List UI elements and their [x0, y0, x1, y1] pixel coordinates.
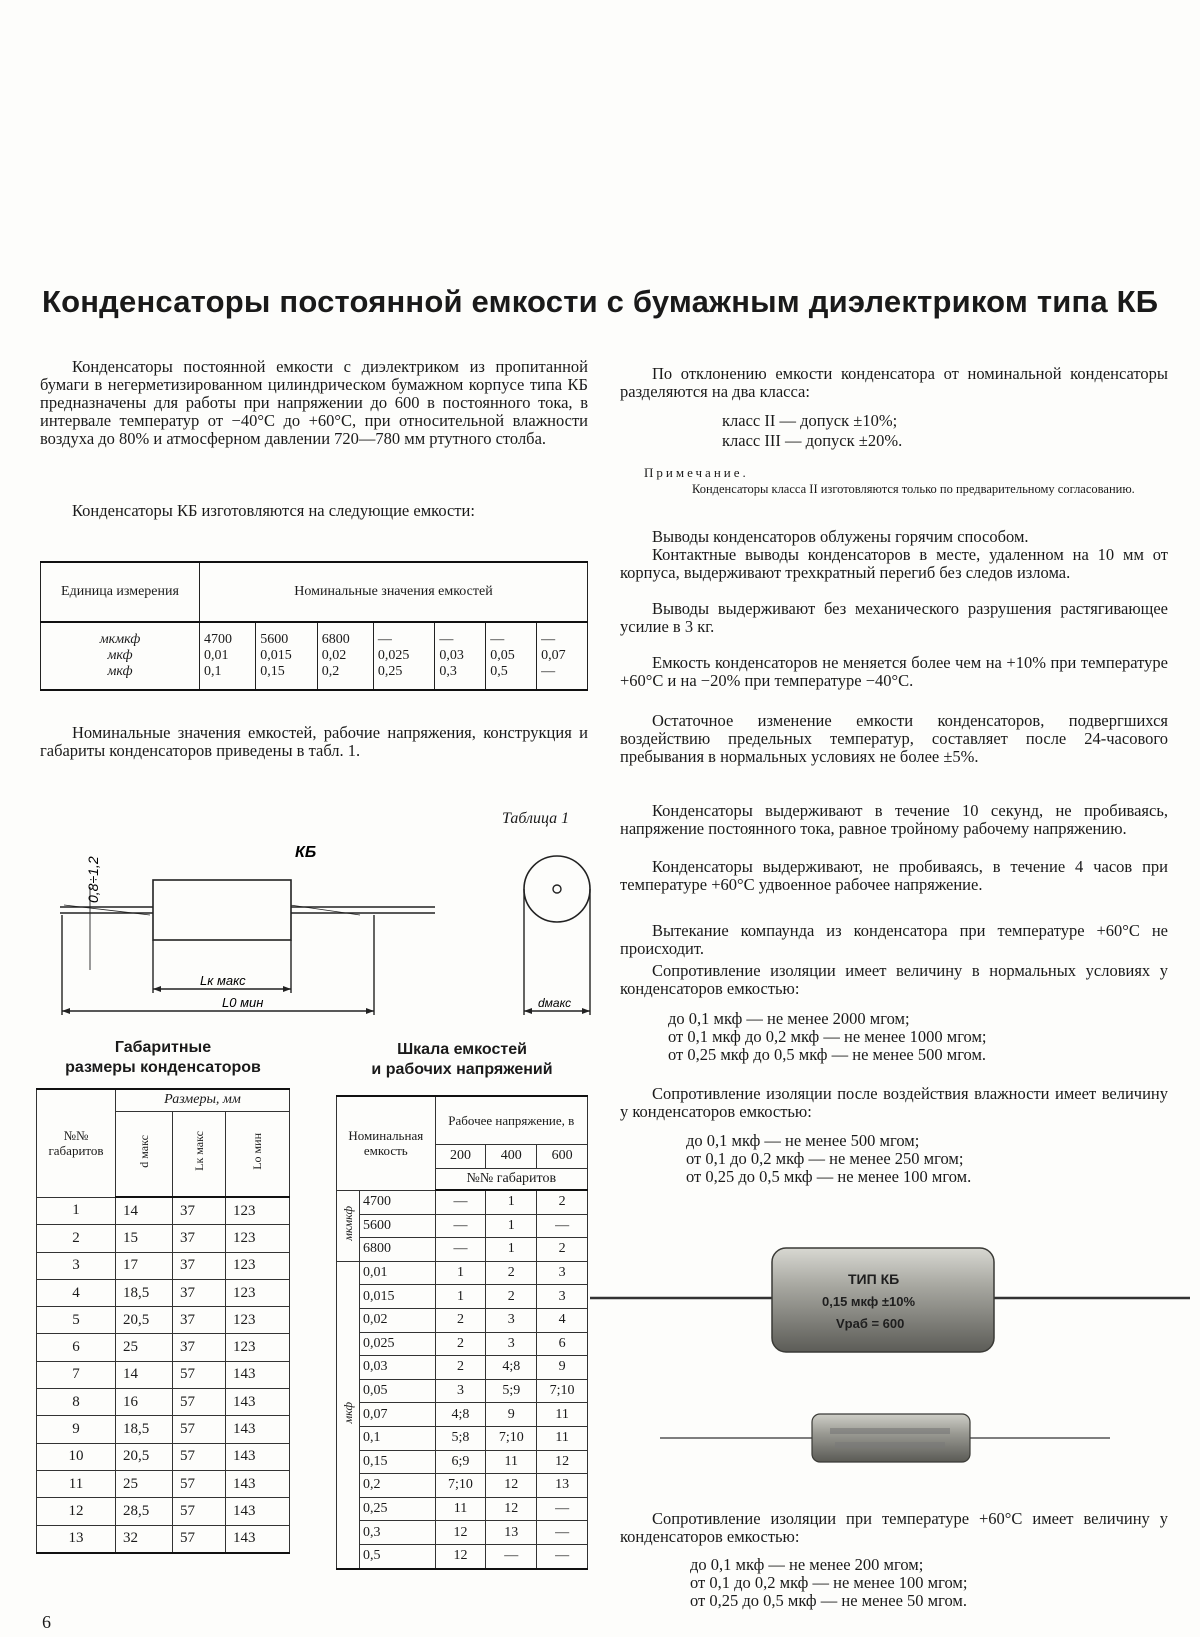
table-cell: 2: [435, 1332, 486, 1356]
table-row: [337, 1356, 588, 1380]
table-cell: 0,01: [360, 1261, 436, 1285]
table-row: [337, 1426, 588, 1450]
value-column: — 0,05 0,5: [486, 622, 537, 690]
table-row: [37, 1197, 290, 1225]
table-row: [337, 1403, 588, 1427]
table-row: [37, 1252, 290, 1279]
total-length-dim: L0 мин: [222, 995, 264, 1010]
photo-label-capacity: 0,15 мкф ±10%: [822, 1294, 916, 1309]
table-cell: 9: [486, 1403, 537, 1427]
table-cell: 12: [435, 1521, 486, 1545]
paragraph-11: Сопротивление изоляции при температуре +60°С имеет величину у конденсаторов емкостью:: [620, 1509, 1168, 1546]
table-cell: —: [435, 1238, 486, 1262]
table-row: [337, 1544, 588, 1568]
table-cell: 143: [226, 1389, 290, 1416]
body-length-dim: Lк макс: [200, 973, 246, 988]
table-cell: 5600: [360, 1214, 436, 1238]
value-column: — 0,07 —: [537, 622, 588, 690]
table-cell: 6: [37, 1334, 116, 1361]
table-row: [337, 1285, 588, 1309]
paragraph-6: Конденсаторы выдерживают в течение 10 секунд, не пробиваясь, напряжение постоянного тока, равное тройному рабочему напряжению.: [620, 801, 1168, 838]
table-cell: 2: [486, 1261, 537, 1285]
table-cell: 123: [226, 1225, 290, 1252]
table-cell: 6;9: [435, 1450, 486, 1474]
unit-label: мкф: [107, 648, 133, 663]
classes-intro: По отклонению емкости конденсатора от номинальной конденсаторы разделяются на два класса:: [620, 364, 1168, 401]
table-cell: 0,25: [360, 1497, 436, 1521]
page-number: 6: [42, 1612, 51, 1632]
paragraph-10: Сопротивление изоляции после воздействия влажности имеет величину у конденсаторов емкостью:: [620, 1084, 1168, 1121]
list-item: от 0,1 до 0,2 мкф — не менее 250 мгом;: [686, 1149, 964, 1168]
table-cell: 57: [173, 1416, 226, 1443]
table-cell: 143: [226, 1525, 290, 1553]
intro-paragraph: Конденсаторы постоянной емкости с диэлектриком из пропитанной бумаги в негерметизированном цилиндрическом бумажном корпусе типа КБ предназначены для работы при напряжении до 600 в постоянного тока, в интервале температур от −40°С до +60°С, при относительной влажности воздуха до 80% и атмосферном давлении 720—780 мм ртутного столба.: [40, 357, 588, 448]
table-row: [37, 1416, 290, 1443]
table-cell: 0,15: [360, 1450, 436, 1474]
table-cell: 7;10: [486, 1426, 537, 1450]
list-item: до 0,1 мкф — не менее 2000 мгом;: [668, 1009, 910, 1028]
table-cell: 25: [116, 1334, 173, 1361]
unit-pf-label: мкмкф: [340, 1206, 355, 1242]
table-cell: 4;8: [486, 1356, 537, 1380]
table-cell: 12: [486, 1474, 537, 1498]
lead-diameter-dim: 0,8÷1,2: [85, 856, 101, 903]
table-cell: 123: [226, 1197, 290, 1225]
list-item: от 0,1 до 0,2 мкф — не менее 100 мгом;: [690, 1573, 968, 1592]
value-column: 4700 0,01 0,1: [200, 622, 256, 690]
table-cell: 1: [486, 1214, 537, 1238]
table-cell: 15: [116, 1225, 173, 1252]
table-cell: 0,5: [360, 1544, 436, 1568]
list-item: до 0,1 мкф — не менее 200 мгом;: [690, 1555, 924, 1574]
voltage-400: 400: [486, 1144, 537, 1168]
table-cell: 0,03: [360, 1356, 436, 1380]
table-cell: 4700: [360, 1190, 436, 1214]
table-cell: 7;10: [537, 1379, 588, 1403]
unit-label: мкф: [107, 664, 133, 679]
table-cell: 37: [173, 1252, 226, 1279]
value-column: 5600 0,015 0,15: [256, 622, 318, 690]
table-cell: 4: [37, 1279, 116, 1306]
voltage-600: 600: [537, 1144, 588, 1168]
table-cell: 37: [173, 1197, 226, 1225]
table-row: [337, 1238, 588, 1262]
table-cell: 1: [435, 1285, 486, 1309]
table-row: [37, 1389, 290, 1416]
table-cell: 57: [173, 1498, 226, 1525]
table-cell: 0,07: [360, 1403, 436, 1427]
photo-label-voltage: Vраб = 600: [836, 1316, 905, 1331]
table-cell: 13: [537, 1474, 588, 1498]
table-row: [37, 1443, 290, 1470]
dim-table-title: Габаритные размеры конденсаторов: [65, 1039, 261, 1076]
table-row: [37, 1334, 290, 1361]
insulation-list-2: [686, 1132, 971, 1186]
table-cell: —: [537, 1544, 588, 1568]
table-cell: 2: [537, 1238, 588, 1262]
table-cell: 12: [486, 1497, 537, 1521]
table-row: [37, 1498, 290, 1525]
table-cell: 2: [435, 1356, 486, 1380]
photo-label-type: ТИП КБ: [848, 1271, 900, 1287]
table-cell: 123: [226, 1279, 290, 1306]
table-cell: 6: [537, 1332, 588, 1356]
table-cell: 8: [37, 1389, 116, 1416]
list-item: от 0,1 мкф до 0,2 мкф — не менее 1000 мгом;: [668, 1027, 987, 1046]
table-cell: 13: [37, 1525, 116, 1553]
table-cell: 3: [486, 1332, 537, 1356]
table-cell: 3: [486, 1308, 537, 1332]
col-nominal-capacity: Номинальная емкость: [337, 1096, 436, 1190]
table-cell: —: [486, 1544, 537, 1568]
voltage-200: 200: [435, 1144, 486, 1168]
table-row: [337, 1474, 588, 1498]
table-cell: 5;9: [486, 1379, 537, 1403]
table-cell: 2: [435, 1308, 486, 1332]
capacitor-drawing: [40, 835, 600, 1015]
table-row: [37, 1225, 290, 1252]
table-row: [337, 1261, 588, 1285]
note-text: Конденсаторы класса II изготовляются только по предварительному согласованию.: [692, 482, 1135, 496]
table-cell: 123: [226, 1307, 290, 1334]
table-row: [37, 1307, 290, 1334]
table-cell: 12: [537, 1450, 588, 1474]
table-cell: —: [537, 1214, 588, 1238]
list-item: от 0,25 мкф до 0,5 мкф — не менее 500 мгом.: [668, 1045, 987, 1064]
table-cell: 25: [116, 1470, 173, 1497]
drawing-label: КБ: [295, 844, 317, 861]
table-row: [37, 1470, 290, 1497]
unit-uf-label: мкф: [340, 1401, 355, 1424]
table-cell: 123: [226, 1334, 290, 1361]
table-cell: 1: [486, 1238, 537, 1262]
paragraph-8: Вытекание компаунда из конденсатора при температуре +60°С не происходит.: [620, 921, 1168, 958]
value-column: — 0,03 0,3: [435, 622, 486, 690]
table-cell: 18,5: [116, 1416, 173, 1443]
col-size-number: №№ габаритов: [37, 1089, 116, 1197]
table-cell: 1: [435, 1261, 486, 1285]
table-cell: 2: [486, 1285, 537, 1309]
table-cell: 143: [226, 1470, 290, 1497]
scale-table: [336, 1095, 588, 1570]
capacitor-photo: [590, 1220, 1190, 1470]
table-cell: 16: [116, 1389, 173, 1416]
header-nominal-values: Номинальные значения емкостей: [200, 562, 588, 622]
table-cell: 123: [226, 1252, 290, 1279]
made-in-paragraph: Конденсаторы КБ изготовляются на следующие емкости:: [72, 501, 475, 520]
table-cell: —: [537, 1521, 588, 1545]
header-unit: Единица измерения: [41, 562, 200, 622]
table-cell: 11: [537, 1403, 588, 1427]
col-lo-min: Lо мин: [250, 1132, 264, 1170]
table-cell: 2: [37, 1225, 116, 1252]
table-cell: 143: [226, 1498, 290, 1525]
table-cell: 12: [435, 1544, 486, 1568]
table-row: [337, 1308, 588, 1332]
list-item: от 0,25 до 0,5 мкф — не менее 100 мгом.: [686, 1167, 972, 1186]
table-cell: 2: [537, 1190, 588, 1214]
table-row: [337, 1450, 588, 1474]
units-cell: [41, 622, 200, 690]
table-caption: Таблица 1: [502, 810, 570, 827]
table-cell: 5;8: [435, 1426, 486, 1450]
table-row: [37, 1525, 290, 1553]
table-cell: 17: [116, 1252, 173, 1279]
paragraph-4: Емкость конденсаторов не меняется более чем на +10% при температуре +60°С и на −20% при температуре −40°С.: [620, 653, 1168, 690]
table-cell: 28,5: [116, 1498, 173, 1525]
table-cell: 4: [537, 1308, 588, 1332]
paragraph-3: Выводы выдерживают без механического разрушения растягивающее усилие в 3 кг.: [620, 599, 1168, 636]
paragraph-2: Контактные выводы конденсаторов в месте, удаленном на 10 мм от корпуса, выдерживают трехкратный перегиб без следов излома.: [620, 545, 1168, 582]
table-cell: 20,5: [116, 1443, 173, 1470]
table-cell: —: [435, 1214, 486, 1238]
col-size-numbers: №№ габаритов: [435, 1168, 587, 1190]
table-cell: 57: [173, 1470, 226, 1497]
table-cell: 13: [486, 1521, 537, 1545]
table-cell: 11: [486, 1450, 537, 1474]
table-cell: 37: [173, 1225, 226, 1252]
col-sizes: Размеры, мм: [116, 1089, 290, 1111]
table-row: [337, 1214, 588, 1238]
table-cell: 37: [173, 1334, 226, 1361]
table-cell: 4;8: [435, 1403, 486, 1427]
table-row: [337, 1379, 588, 1403]
value-column: — 0,025 0,25: [373, 622, 435, 690]
table-cell: 12: [37, 1498, 116, 1525]
unit-label: мкмкф: [99, 632, 141, 647]
table-cell: 3: [37, 1252, 116, 1279]
value-column: 6800 0,02 0,2: [317, 622, 373, 690]
table-cell: 32: [116, 1525, 173, 1553]
table-cell: —: [537, 1497, 588, 1521]
table-cell: 7;10: [435, 1474, 486, 1498]
paragraph-9: Сопротивление изоляции имеет величину в нормальных условиях у конденсаторов емкостью:: [620, 961, 1168, 998]
table-cell: 143: [226, 1361, 290, 1388]
table-cell: 11: [537, 1426, 588, 1450]
table-cell: 9: [537, 1356, 588, 1380]
table-cell: 0,2: [360, 1474, 436, 1498]
table-cell: 11: [435, 1497, 486, 1521]
paragraph-7: Конденсаторы выдерживают, не пробиваясь, в течение 4 часов при температуре +60°С удвоенное рабочее напряжение.: [620, 857, 1168, 894]
table-row: [337, 1190, 588, 1214]
table-row: [337, 1521, 588, 1545]
page-title: Конденсаторы постоянной емкости с бумажным диэлектриком типа КБ: [42, 284, 1159, 319]
class-3-line: класс III — допуск ±20%.: [722, 431, 903, 450]
table-cell: 57: [173, 1389, 226, 1416]
table-cell: 1: [37, 1197, 116, 1225]
refer-paragraph: Номинальные значения емкостей, рабочие напряжения, конструкция и габариты конденсаторов приведены в табл. 1.: [40, 723, 588, 760]
table-cell: 18,5: [116, 1279, 173, 1306]
table-cell: 5: [37, 1307, 116, 1334]
table-cell: 143: [226, 1416, 290, 1443]
col-lk-max: Lк макс: [191, 1131, 206, 1172]
table-row: [337, 1497, 588, 1521]
table-cell: 3: [537, 1261, 588, 1285]
insulation-list-1: [668, 1010, 987, 1064]
list-item: от 0,25 до 0,5 мкф — не менее 50 мгом.: [690, 1591, 967, 1610]
diameter-dim: dмакс: [538, 996, 572, 1010]
table-cell: 0,05: [360, 1379, 436, 1403]
table-cell: 37: [173, 1279, 226, 1306]
col-d-max: d макс: [136, 1134, 151, 1168]
table-row: [37, 1279, 290, 1306]
table-cell: 7: [37, 1361, 116, 1388]
table-cell: 11: [37, 1470, 116, 1497]
table-cell: —: [435, 1190, 486, 1214]
table-cell: 14: [116, 1361, 173, 1388]
table-cell: 37: [173, 1307, 226, 1334]
table-cell: 57: [173, 1361, 226, 1388]
table-cell: 57: [173, 1443, 226, 1470]
dimensions-table: [36, 1088, 290, 1554]
table-cell: 0,025: [360, 1332, 436, 1356]
table-cell: 20,5: [116, 1307, 173, 1334]
insulation-list-3: [690, 1556, 967, 1610]
table-cell: 14: [116, 1197, 173, 1225]
table-cell: 0,3: [360, 1521, 436, 1545]
paragraph-1: Выводы конденсаторов облужены горячим способом.: [652, 527, 1029, 546]
nominal-values-table: [40, 561, 588, 691]
table-cell: 143: [226, 1443, 290, 1470]
table-cell: 0,02: [360, 1308, 436, 1332]
table-cell: 57: [173, 1525, 226, 1553]
table-cell: 9: [37, 1416, 116, 1443]
table-cell: 3: [435, 1379, 486, 1403]
paragraph-5: Остаточное изменение емкости конденсаторов, подвергшихся воздействию предельных температур, составляет после 24-часового пребывания в нормальных условиях не более ±5%.: [620, 711, 1168, 766]
table-row: [37, 1361, 290, 1388]
class-2-line: класс II — допуск ±10%;: [722, 411, 898, 430]
scale-table-title: Шкала емкостей и рабочих напряжений: [371, 1041, 553, 1078]
note-label: Примечание.: [644, 465, 749, 480]
list-item: до 0,1 мкф — не менее 500 мгом;: [686, 1131, 920, 1150]
table-cell: 1: [486, 1190, 537, 1214]
table-cell: 6800: [360, 1238, 436, 1262]
table-cell: 10: [37, 1443, 116, 1470]
col-working-voltage: Рабочее напряжение, в: [435, 1096, 587, 1144]
table-cell: 0,015: [360, 1285, 436, 1309]
table-row: [337, 1332, 588, 1356]
table-cell: 3: [537, 1285, 588, 1309]
table-cell: 0,1: [360, 1426, 436, 1450]
